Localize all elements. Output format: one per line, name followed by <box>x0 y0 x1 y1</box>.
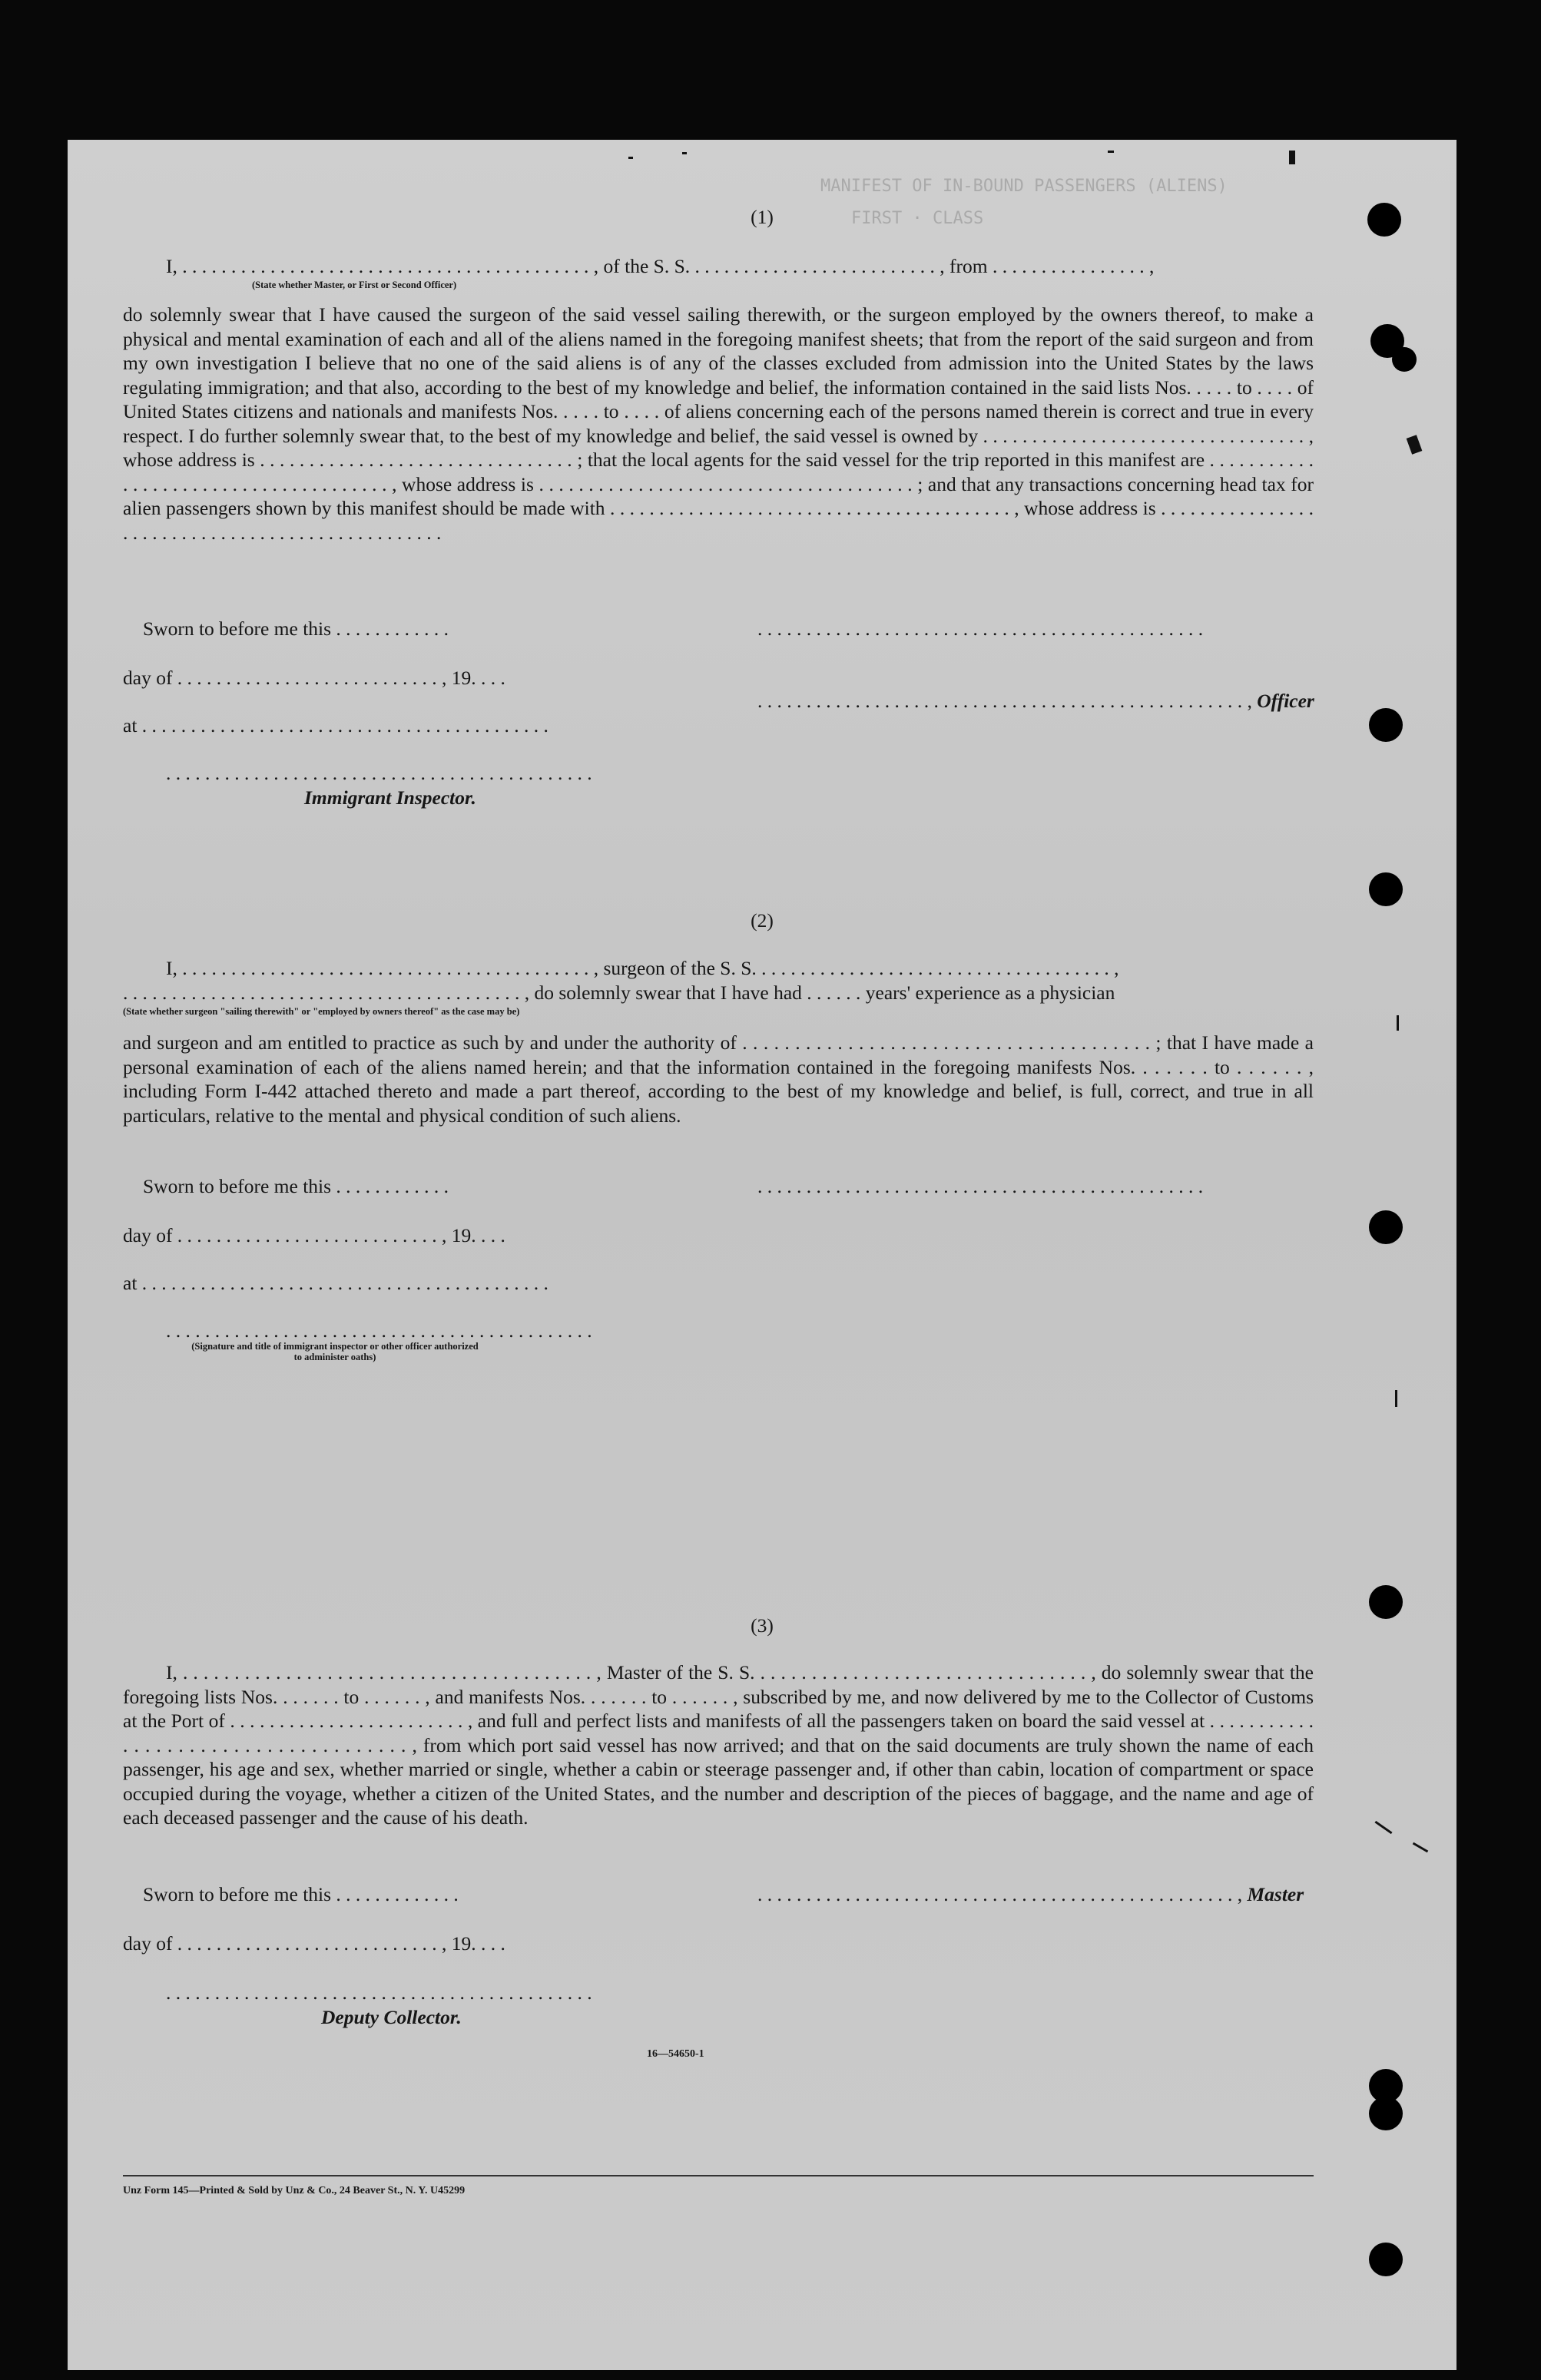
section-2-sworn: Sworn to before me this . . . . . . . . . . . . <box>143 1175 449 1197</box>
master-line: . . . . . . . . . . . . . . . . . . . . . . . . . . . . . . . . . . . . . . . . . . . . . . . . . , <box>757 1883 1248 1905</box>
binder-hole <box>1369 1585 1403 1619</box>
section-2-line-1: I, . . . . . . . . . . . . . . . . . . . . . . . . . . . . . . . . . . . . . . . . . . , surgeon of the S. S. . . . . . . . . . . . . . . . . . . . . . . . . . . . . . . . . . . . . , <box>166 957 1119 979</box>
manifest-page <box>68 140 1456 2370</box>
binder-hole <box>1369 2097 1403 2130</box>
master-label: Master <box>1247 1883 1304 1905</box>
section-2-signature-line: . . . . . . . . . . . . . . . . . . . . . . . . . . . . . . . . . . . . . . . . . . . . . . <box>757 1175 1204 1197</box>
ink-speck <box>1289 151 1295 164</box>
binder-hole <box>1392 347 1417 372</box>
section-2-oath: and surgeon and am entitled to practice as such by and under the authority of . . . . . . . . . . . . . . . . . . . . . . . . . . . . . . . . . . . . . . . ; that I have made a personal examination of each of the aliens named herein; and that the information contained in the foregoing manifests Nos. . . . . . . to . . . . . . , including Form I-442 attached thereto and made a part thereof, according to the best of my knowledge and belief, is full, correct, and true in all particulars, relative to the mental and physical condition of such aliens. <box>123 1031 1314 1127</box>
officer-signature <box>757 690 1314 713</box>
section-2-at: at . . . . . . . . . . . . . . . . . . . . . . . . . . . . . . . . . . . . . . . . . . <box>123 1272 548 1294</box>
section-1-number: (1) <box>751 206 774 228</box>
binder-hole <box>1369 872 1403 906</box>
bleed-through-subheader: FIRST · CLASS <box>851 209 984 228</box>
section-3-sworn: Sworn to before me this . . . . . . . . . . . . . <box>143 1883 459 1905</box>
immigrant-inspector-label: Immigrant Inspector. <box>304 786 476 809</box>
ink-speck <box>1397 1015 1399 1031</box>
section-2-number: (2) <box>751 909 774 932</box>
binder-hole <box>1369 708 1403 742</box>
ink-speck <box>1108 151 1114 153</box>
footer-rule <box>123 2175 1314 2176</box>
section-2-day: day of . . . . . . . . . . . . . . . . . . . . . . . . . . . , 19. . . . <box>123 1224 505 1246</box>
ink-speck <box>682 152 687 154</box>
section-1-sworn: Sworn to before me this . . . . . . . . . . . . <box>143 617 449 640</box>
section-1-oath: do solemnly swear that I have caused the surgeon of the said vessel sailing therewith, or the surgeon employed by the owners thereof, to make a physical and mental examination of each and all of the aliens named in the foregoing manifest sheets; that from the report of the said surgeon and from my own investigation I believe that no one of the said aliens is of any of the classes excluded from admission into the United States by the laws regulating immigration; and that also, according to the best of my knowledge and belief, the information contained in the said lists Nos. . . . . to . . . . of United States citizens and nationals and manifests Nos. . . . . to . . . . of aliens concerning each of the persons named therein is correct and true in every respect. I do further solemnly swear that, to the best of my knowledge and belief, the said vessel is owned by . . . . . . . . . . . . . . . . . . . . . . . . . . . . . . . . . , whose address is . . . . . . . . . . . . . . . . . . . . . . . . . . . . . . . . ; that the local agents for the said vessel for the trip reported in this manifest are . . . . . . . . . . . . . . . . . . . . . . . . . . . . . . . . . . . . . . , whose address is . . . . . . . . . . . . . . . . . . . . . . . . . . . . . . . . . . . . . . ; and that any transactions concerning head tax for alien passengers shown by this manifest should be made with . . . . . . . . . . . . . . . . . . . . . . . . . . . . . . . . . . . . . . . . . , whose address is . . . . . . . . . . . . . . . . . . . . . . . . . . . . . . . . . . . . . . . . . . . . . . . . . <box>123 303 1314 544</box>
section-1-line-1: I, . . . . . . . . . . . . . . . . . . . . . . . . . . . . . . . . . . . . . . . . . . , of the S. S. . . . . . . . . . . . . . . . . . . . . . . . . . , from . . . . . . . . . . . . . . . . , <box>166 255 1155 277</box>
form-code: 16—54650-1 <box>647 2048 704 2060</box>
officer-label: Officer <box>1257 690 1314 712</box>
surgeon-instruction: (State whether surgeon "sailing therewith" or "employed by owners thereof" as the case may be) <box>123 1006 520 1017</box>
inspector-line-2: . . . . . . . . . . . . . . . . . . . . . . . . . . . . . . . . . . . . . . . . . . . . <box>166 1319 592 1342</box>
ink-speck <box>1413 1842 1429 1853</box>
master-signature <box>757 1883 1304 1906</box>
section-2-line-2: . . . . . . . . . . . . . . . . . . . . . . . . . . . . . . . . . . . . . . . . . , do solemnly swear that I have had . . . . . . years' experience as a physician <box>123 981 1115 1004</box>
binder-hole <box>1369 2243 1403 2276</box>
binder-hole <box>1367 203 1401 237</box>
officer-instruction: (State whether Master, or First or Second Officer) <box>252 280 457 290</box>
ink-speck <box>1407 435 1423 454</box>
deputy-collector-label: Deputy Collector. <box>321 2006 462 2028</box>
printer-footer: Unz Form 145—Printed & Sold by Unz & Co., 24 Beaver St., N. Y. U45299 <box>123 2185 466 2196</box>
signature-note: (Signature and title of immigrant inspector or other officer authorized to administer oaths) <box>191 1341 479 1362</box>
section-1-signature-line: . . . . . . . . . . . . . . . . . . . . . . . . . . . . . . . . . . . . . . . . . . . . . . <box>757 617 1204 640</box>
bleed-through-header: MANIFEST OF IN-BOUND PASSENGERS (ALIENS) <box>820 177 1228 196</box>
ink-speck <box>1374 1821 1392 1834</box>
inspector-line-1: . . . . . . . . . . . . . . . . . . . . . . . . . . . . . . . . . . . . . . . . . . . . <box>166 762 592 784</box>
ink-speck <box>1395 1390 1397 1407</box>
officer-line: . . . . . . . . . . . . . . . . . . . . . . . . . . . . . . . . . . . . . . . . . . . . . . . . . . , <box>757 690 1258 712</box>
section-1-at: at . . . . . . . . . . . . . . . . . . . . . . . . . . . . . . . . . . . . . . . . . . <box>123 714 548 737</box>
ink-speck <box>628 157 633 159</box>
section-3-number: (3) <box>751 1614 774 1637</box>
binder-hole <box>1369 1210 1403 1244</box>
section-1-day: day of . . . . . . . . . . . . . . . . . . . . . . . . . . . , 19. . . . <box>123 667 505 689</box>
collector-line: . . . . . . . . . . . . . . . . . . . . . . . . . . . . . . . . . . . . . . . . . . . . <box>166 1981 592 2004</box>
section-3-day: day of . . . . . . . . . . . . . . . . . . . . . . . . . . . , 19. . . . <box>123 1932 505 1955</box>
section-3-oath: I, . . . . . . . . . . . . . . . . . . . . . . . . . . . . . . . . . . . . . . . . , Master of the S. S. . . . . . . . . . . . . . . . . . . . . . . . . . . . . . . . . , do solemnly swear that the foregoing lists Nos. . . . . . . to . . . . . . , and manifests Nos. . . . . . . to . . . . . . , subscribed by me, and now delivered by me to the Collector of Customs at the Port of . . . . . . . . . . . . . . . . . . . . . . . . , and full and perfect lists and manifests of all the passengers taken on board the said vessel at . . . . . . . . . . . . . . . . . . . . . . . . . . . . . . . . . . . . . , from which port said vessel has now arrived; and that on the said documents are truly shown the name of each passenger, his age and sex, whether married or single, whether a cabin or steerage passenger and, if other than cabin, location of compartment or space occupied during the voyage, whether a citizen of the United States, and the number and description of the pieces of baggage, and the name and age of each deceased passenger and the cause of his death. <box>123 1661 1314 1829</box>
